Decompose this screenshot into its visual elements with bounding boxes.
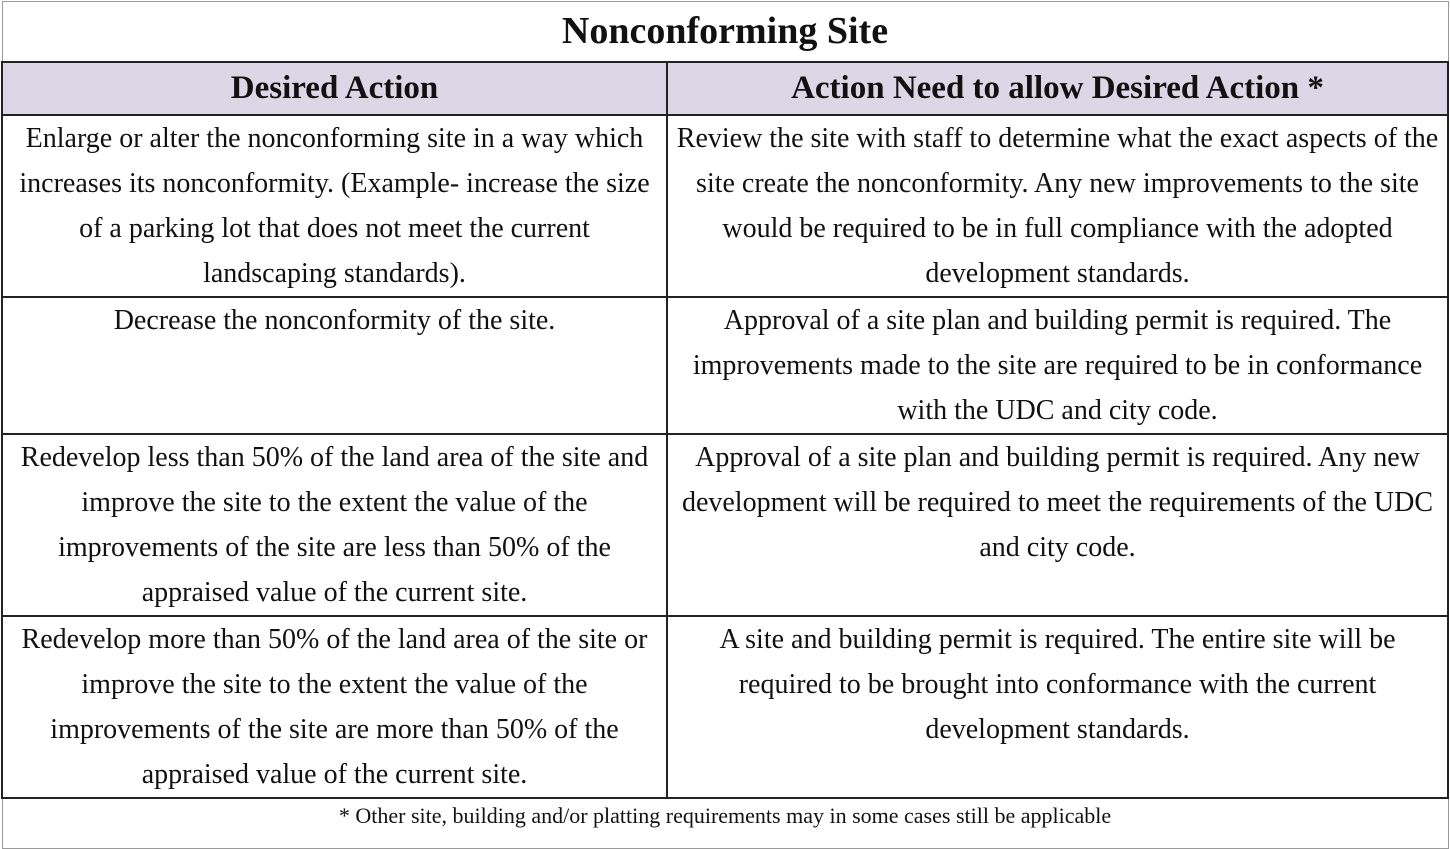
header-action-needed: Action Need to allow Desired Action * <box>667 62 1448 115</box>
footnote-row <box>2 798 1448 849</box>
action-needed-cell: Approval of a site plan and building permit is required. The improvements made to the site are required to be in conformance with the UDC and city code. <box>667 297 1448 434</box>
table-title: Nonconforming Site <box>2 2 1448 62</box>
desired-action-cell: Redevelop less than 50% of the land area of the site and improve the site to the extent the value of the improvements of the site are less than 50% of the appraised value of the current site. <box>2 434 667 616</box>
table-row <box>2 115 1448 297</box>
action-needed-cell: Approval of a site plan and building permit is required. Any new development will be required to meet the requirements of the UDC and city code. <box>667 434 1448 616</box>
footnote: * Other site, building and/or platting requirements may in some cases still be applicable <box>2 798 1448 849</box>
action-needed-cell: Review the site with staff to determine what the exact aspects of the site create the nonconformity. Any new improvements to the site would be required to be in full compliance with the adopted development standards. <box>667 115 1448 297</box>
title-row <box>2 2 1448 62</box>
desired-action-cell: Redevelop more than 50% of the land area of the site or improve the site to the extent the value of the improvements of the site are more than 50% of the appraised value of the current site. <box>2 616 667 798</box>
header-row <box>2 62 1448 115</box>
table-row <box>2 297 1448 434</box>
desired-action-cell: Decrease the nonconformity of the site. <box>2 297 667 434</box>
nonconforming-site-table <box>1 1 1449 849</box>
header-desired-action: Desired Action <box>2 62 667 115</box>
table-row <box>2 434 1448 616</box>
desired-action-cell: Enlarge or alter the nonconforming site in a way which increases its nonconformity. (Example- increase the size of a parking lot that does not meet the current landscaping standards). <box>2 115 667 297</box>
table-row <box>2 616 1448 798</box>
action-needed-cell: A site and building permit is required. The entire site will be required to be brought into conformance with the current development standards. <box>667 616 1448 798</box>
